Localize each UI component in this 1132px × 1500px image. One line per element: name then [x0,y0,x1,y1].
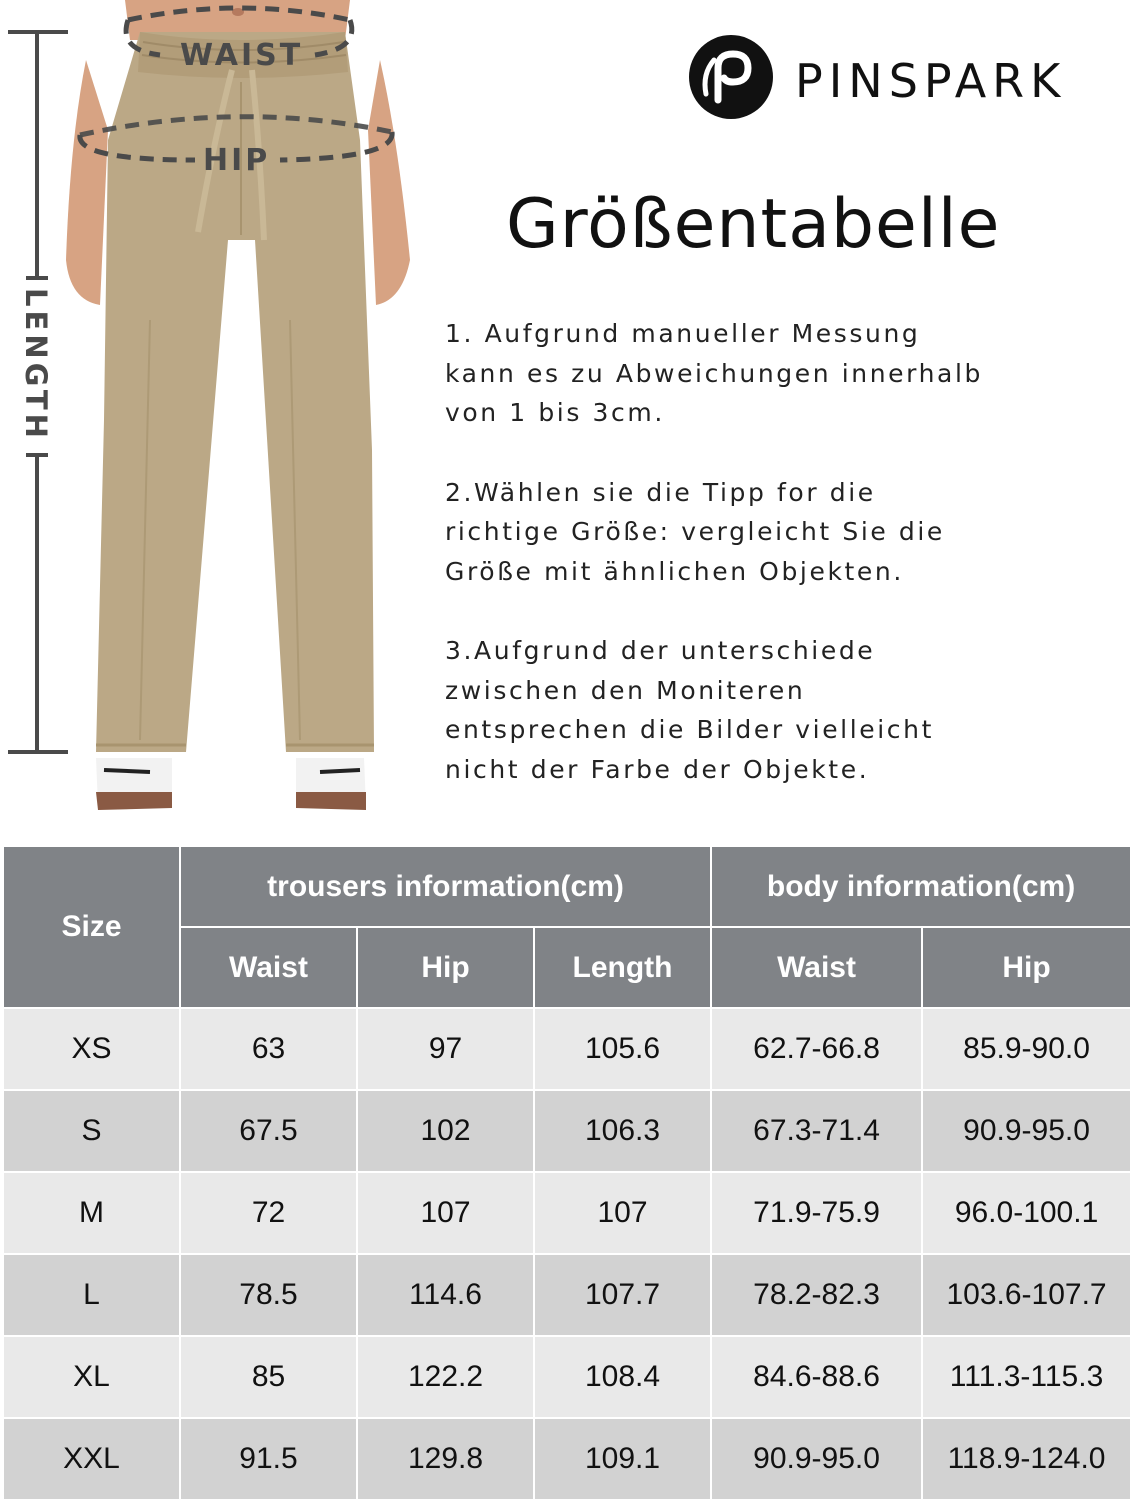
table-cell: 107 [534,1172,711,1254]
column-header: Length [534,927,711,1008]
page-title: Größentabelle [506,185,1001,264]
table-cell: 97 [357,1008,534,1090]
table-cell: 111.3-115.3 [922,1336,1131,1418]
table-cell: 62.7-66.8 [711,1008,922,1090]
table-row [3,1254,1131,1336]
column-header: Hip [357,927,534,1008]
table-cell: 102 [357,1090,534,1172]
size-cell: XXL [3,1418,180,1500]
table-cell: 129.8 [357,1418,534,1500]
hip-label: HIP [203,143,271,178]
table-row [3,1336,1131,1418]
table-cell: 84.6-88.6 [711,1336,922,1418]
table-cell: 107.7 [534,1254,711,1336]
table-row [3,1172,1131,1254]
column-header: Waist [711,927,922,1008]
size-cell: L [3,1254,180,1336]
note-1: 1. Aufgrund manueller Messung kann es zu Abweichungen innerhalb von 1 bis 3cm. [445,319,983,427]
table-cell: 103.6-107.7 [922,1254,1131,1336]
column-header: Waist [180,927,357,1008]
table-cell: 72 [180,1172,357,1254]
size-cell: XL [3,1336,180,1418]
table-cell: 90.9-95.0 [922,1090,1131,1172]
table-header-row [3,846,1131,927]
body-group-header: body information(cm) [711,846,1131,927]
table-cell: 78.5 [180,1254,357,1336]
table-cell: 114.6 [357,1254,534,1336]
size-header: Size [3,846,180,1008]
table-cell: 67.5 [180,1090,357,1172]
table-row [3,1008,1131,1090]
table-cell: 106.3 [534,1090,711,1172]
table-cell: 107 [357,1172,534,1254]
table-cell: 85 [180,1336,357,1418]
brand-name: PINSPARK [795,54,1067,108]
note-3: 3.Aufgrund der unterschiede zwischen den Moniteren entsprechen die Bilder vielleicht nicht der Farbe der Objekte. [445,636,934,784]
waist-label: WAIST [180,38,304,73]
table-cell: 108.4 [534,1336,711,1418]
table-cell: 91.5 [180,1418,357,1500]
table-cell: 96.0-100.1 [922,1172,1131,1254]
size-cell: M [3,1172,180,1254]
table-row [3,1418,1131,1500]
table-cell: 85.9-90.0 [922,1008,1131,1090]
length-label: LENGTH [19,288,53,442]
table-cell: 118.9-124.0 [922,1418,1131,1500]
table-cell: 78.2-82.3 [711,1254,922,1336]
table-row [3,1090,1131,1172]
column-header: Hip [922,927,1131,1008]
trousers-illustration [0,0,430,830]
table-cell: 109.1 [534,1418,711,1500]
notes-list [445,314,1105,829]
brand-header [688,34,1118,118]
pinspark-logo-icon [688,34,774,120]
table-cell: 67.3-71.4 [711,1090,922,1172]
table-cell: 105.6 [534,1008,711,1090]
note-2: 2.Wählen sie die Tipp for die richtige Größe: vergleicht Sie die Größe mit ähnlichen Objekten. [445,477,945,586]
table-cell: 63 [180,1008,357,1090]
table-cell: 71.9-75.9 [711,1172,922,1254]
trousers-group-header: trousers information(cm) [180,846,711,927]
table-cell: 90.9-95.0 [711,1418,922,1500]
model-figure [0,0,430,830]
table-cell: 122.2 [357,1336,534,1418]
size-cell: S [3,1090,180,1172]
size-table [2,845,1132,1500]
size-cell: XS [3,1008,180,1090]
